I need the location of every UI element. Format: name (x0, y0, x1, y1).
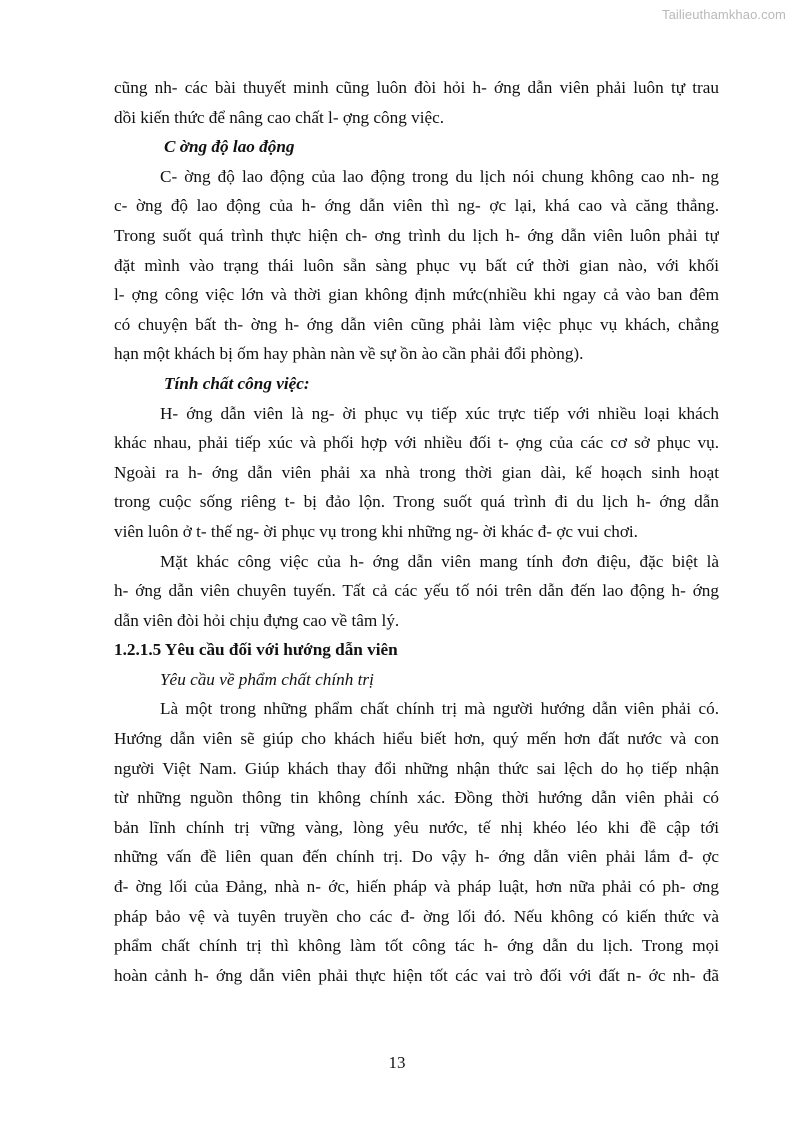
paragraph-line: đặt mình vào trạng thái luôn sẵn sàng phục vụ bất cứ thời gian nào, với khối (114, 255, 719, 275)
paragraph-line: pháp bảo vệ và tuyên truyền cho các đ- ờng lối đó. Nếu không có kiến thức và (114, 906, 719, 926)
document-body (114, 73, 719, 990)
paragraph-line: C- ờng độ lao động của lao động trong du lịch nói chung không cao nh- ng (160, 166, 719, 186)
paragraph-line: cũng nh- các bài thuyết minh cũng luôn đòi hỏi h- ớng dẫn viên phải luôn tự trau (114, 78, 719, 97)
paragraph-line: từ những nguồn thông tin không chính xác. Đồng thời hướng dẫn viên phải có (114, 788, 719, 808)
paragraph-line: người Việt Nam. Giúp khách thay đổi những nhận thức sai lệch do họ tiếp nhận (114, 758, 719, 778)
paragraph-line: Là một trong những phẩm chất chính trị mà người hướng dẫn viên phải có. (160, 699, 719, 719)
paragraph-line: Hướng dẫn viên sẽ giúp cho khách hiểu biết hơn, quý mến hơn đất nước và con (114, 729, 719, 749)
paragraph-line: dẫn viên đòi hỏi chịu đựng cao về tâm lý. (114, 610, 400, 630)
paragraph-line: hoàn cảnh h- ớng dẫn viên phải thực hiện tốt các vai trò đối với đất n- ớc nh- đã (114, 965, 719, 985)
paragraph-line: c- ờng độ lao động của h- ớng dẫn viên thì ng- ợc lại, khá cao và căng thẳng. (114, 196, 719, 216)
subheading-pham-chat-chinh-tri: Yêu cầu về phẩm chất chính trị (160, 669, 374, 689)
paragraph-line: Mặt khác công việc của h- ớng dẫn viên mang tính đơn điệu, đặc biệt là (160, 551, 719, 571)
paragraph-line: đ- ờng lối của Đảng, nhà n- ớc, hiến pháp và pháp luật, hơn nữa phải có ph- ơng (114, 877, 719, 897)
paragraph-line: bản lĩnh chính trị vững vàng, lòng yêu nước, tế nhị khéo léo khi đề cập tới (114, 817, 719, 837)
section-heading-1-2-1-5: 1.2.1.5 Yêu cầu đối với hướng dẫn viên (114, 640, 398, 660)
paragraph-line: l- ợng công việc lớn và thời gian không định mức(nhiều khi ngay cả vào ban đêm (114, 285, 719, 305)
paragraph-line: có chuyện bất th- ờng h- ớng dẫn viên cũng phải làm việc phục vụ khách, chẳng (114, 314, 719, 334)
paragraph-line: h- ớng dẫn viên chuyên tuyến. Tất cả các yếu tố nói trên dẫn đến lao động h- ớng (114, 581, 719, 601)
page-number: 13 (388, 1053, 406, 1072)
paragraph-line: những vấn đề liên quan đến chính trị. Do vậy h- ớng dẫn viên phải lắm đ- ợc (114, 847, 719, 867)
subheading-cuong-do-lao-dong: C ờng độ lao động (164, 137, 295, 157)
watermark: Tailieuthamkhao.com (661, 7, 786, 22)
paragraph-line: H- ớng dẫn viên là ng- ời phục vụ tiếp xúc trực tiếp với nhiều loại khách (160, 403, 719, 423)
paragraph-line: Trong suốt quá trình thực hiện ch- ơng trình du lịch h- ớng dẫn viên luôn phải tự (114, 225, 719, 245)
paragraph-line: Ngoài ra h- ớng dẫn viên phải xa nhà trong thời gian dài, kế hoạch sinh hoạt (114, 462, 719, 482)
paragraph-line: trong cuộc sống riêng t- bị đảo lộn. Trong suốt quá trình đi du lịch h- ớng dẫn (114, 492, 719, 512)
paragraph-line: khác nhau, phải tiếp xúc và phối hợp với nhiều đối t- ợng của các cơ sở phục vụ. (114, 433, 719, 453)
paragraph-line: phẩm chất chính trị thì không làm tốt công tác h- ớng dẫn du lịch. Trong mọi (114, 936, 719, 956)
subheading-tinh-chat-cong-viec: Tính chất công việc: (164, 373, 310, 393)
paragraph-line: viên luôn ở t- thế ng- ời phục vụ trong khi những ng- ời khác đ- ợc vui chơi. (114, 521, 638, 541)
paragraph-line: hạn một khách bị ốm hay phàn nàn về sự ồn ào cần phải đổi phòng). (114, 344, 584, 364)
paragraph-line: dồi kiến thức để nâng cao chất l- ợng công việc. (114, 107, 445, 127)
